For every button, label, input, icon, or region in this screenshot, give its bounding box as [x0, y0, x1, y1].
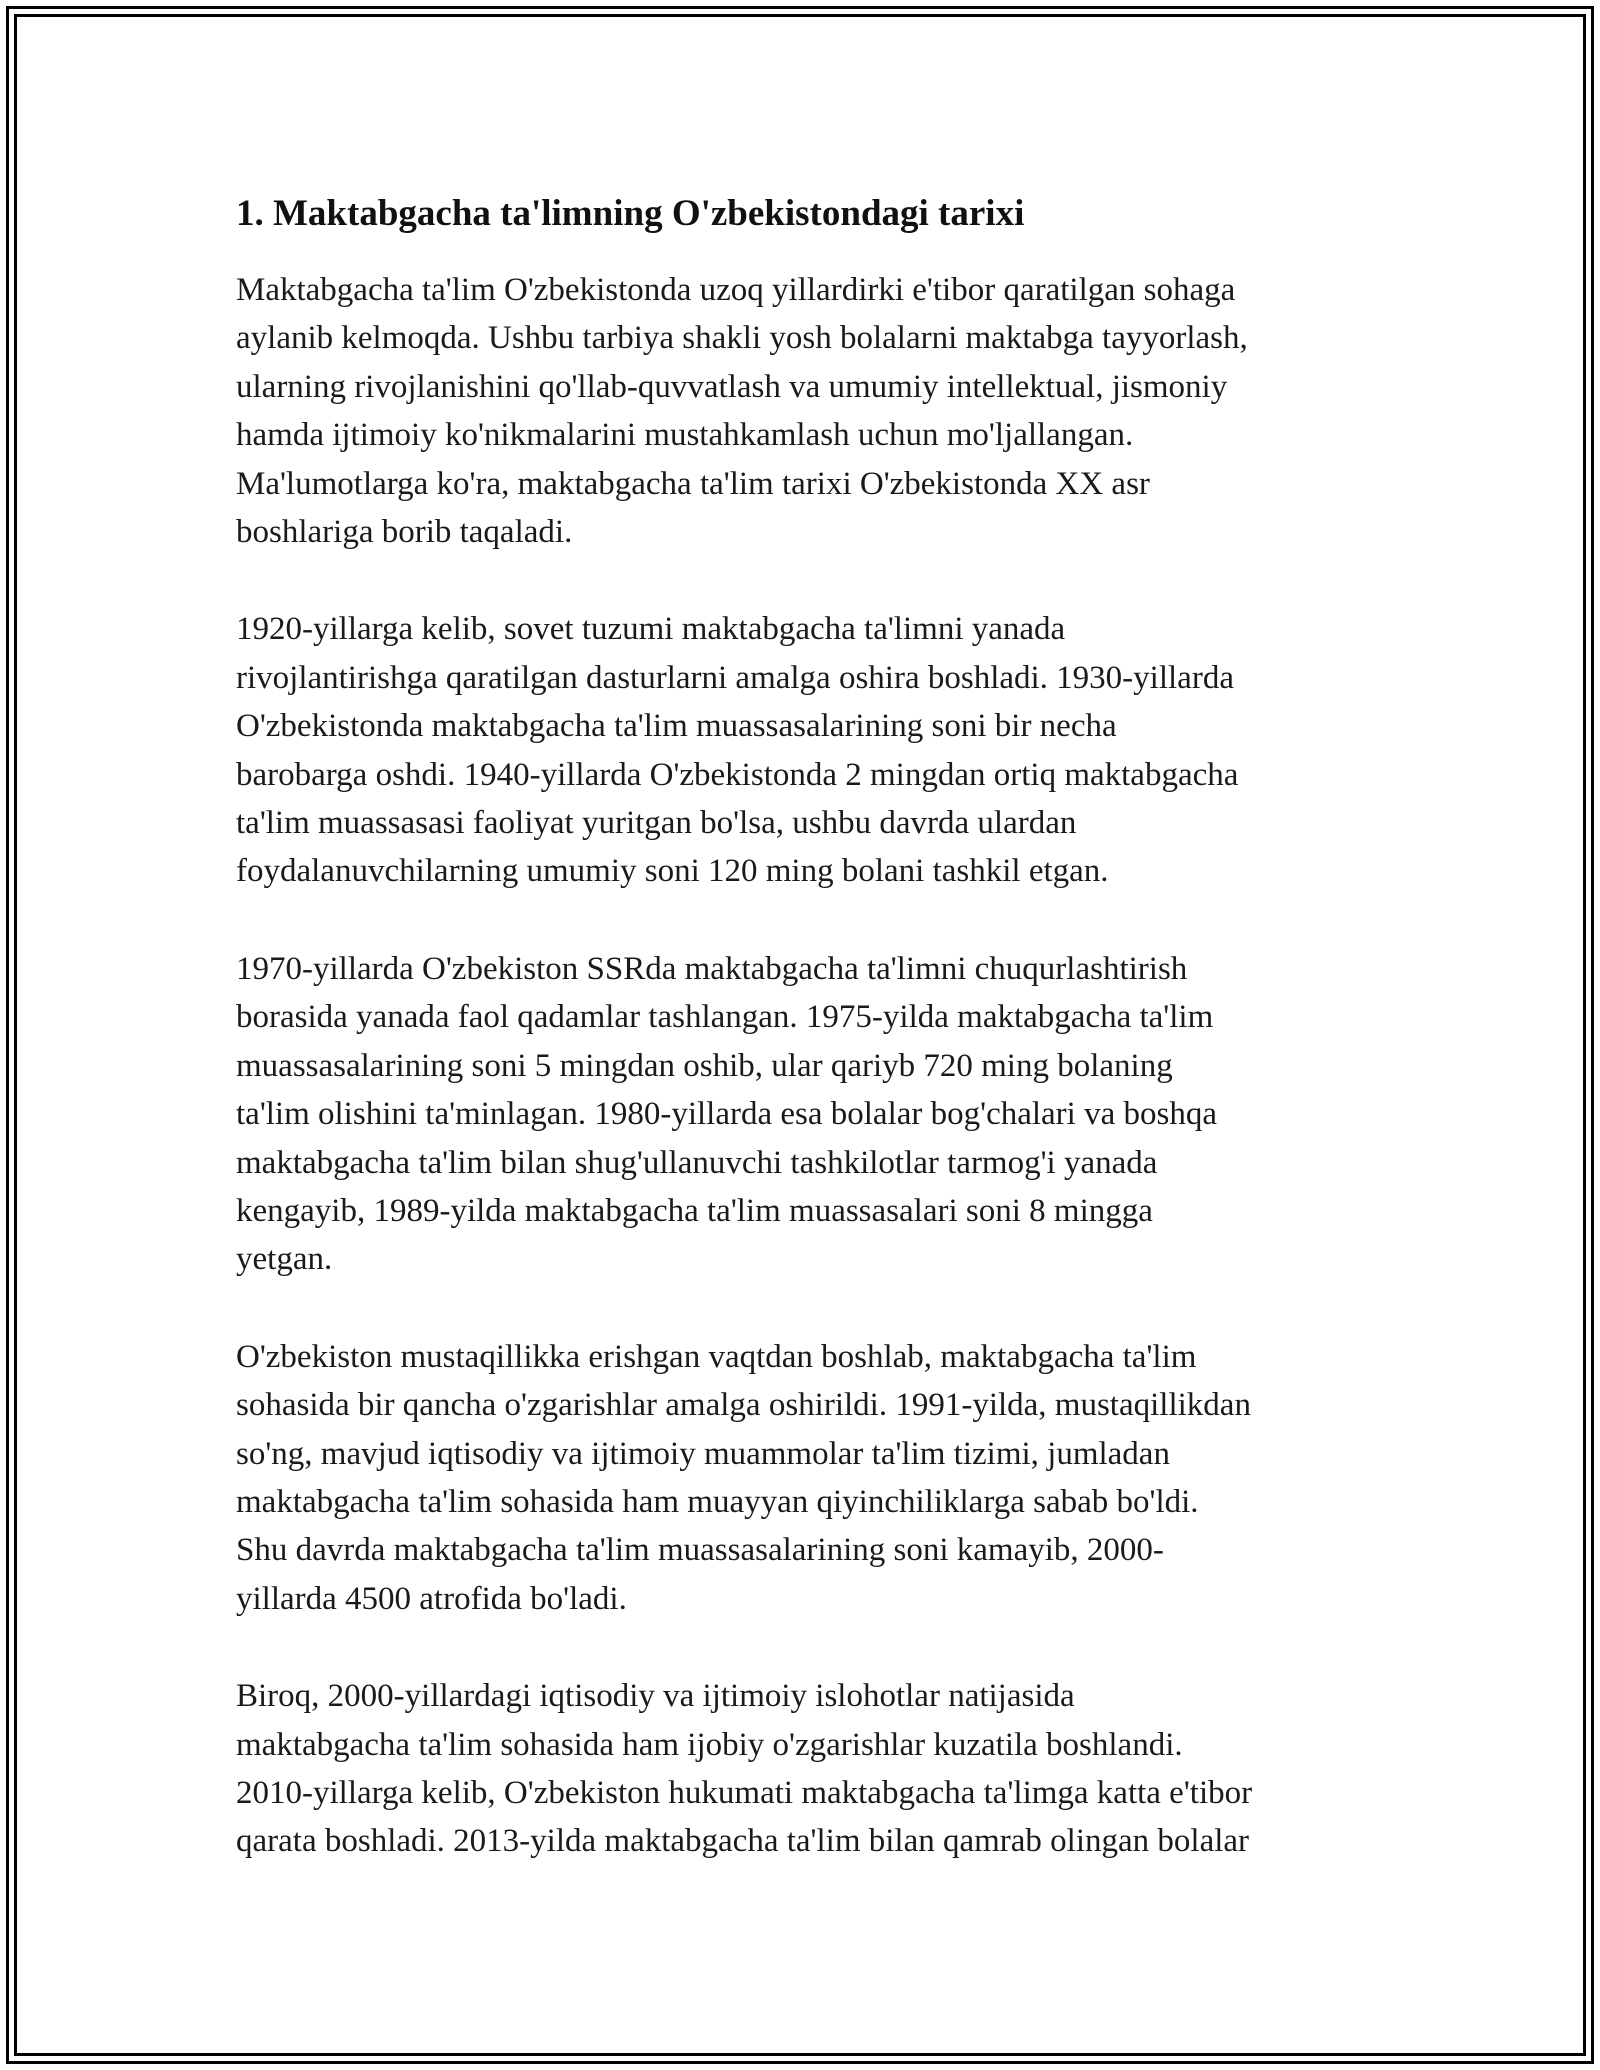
paragraph-4: O'zbekiston mustaqillikka erishgan vaqtdan boshlab, maktabgacha ta'lim sohasida bir qancha o'zgarishlar amalga oshirildi. 1991-yilda, mustaqillikdan so'ng, mavjud iqtisodiy va ijtimoiy muammolar ta'lim tizimi, jumladan maktabgacha ta'lim sohasida ham muayyan qiyinchiliklarga sabab bo'ldi. Shu davrda maktabgacha ta'lim muassasalarining soni kamayib, 2000- yillarda 4500 atrofida bo'ladi. — [236, 1338, 1251, 1617]
paragraph-2: 1920-yillarga kelib, sovet tuzumi maktabgacha ta'limni yanada rivojlantirishga qaratilgan dasturlarni amalga oshira boshladi. 1930-yillarda O'zbekistonda maktabgacha ta'lim muassasalarining soni bir necha barobarga oshdi. 1940-yillarda O'zbekistonda 2 mingdan ortiq maktabgacha ta'lim muassasasi faoliyat yuritgan bo'lsa, ushbu davrda ulardan foydalanuvchilarning umumiy soni 120 ming bolani tashkil etgan. — [236, 611, 1239, 890]
paragraph-5: Biroq, 2000-yillardagi iqtisodiy va ijtimoiy islohotlar natijasida maktabgacha ta'lim sohasida ham ijobiy o'zgarishlar kuzatila boshlandi. 2010-yillarga kelib, O'zbekiston hukumati maktabgacha ta'limga katta e'tibor qarata boshladi. 2013-yilda maktabgacha ta'lim bilan qamrab olingan bolalar — [236, 1678, 1253, 1860]
paragraph-3: 1970-yillarda O'zbekiston SSRda maktabgacha ta'limni chuqurlashtirish borasida yanada faol qadamlar tashlangan. 1975-yilda maktabgacha ta'lim muassasalarining soni 5 mingdan oshib, ular qariyb 720 ming bolaning ta'lim olishini ta'minlagan. 1980-yillarda esa bolalar bog'chalari va boshqa maktabgacha ta'lim bilan shug'ullanuvchi tashkilotlar tarmog'i yanada kengayib, 1989-yilda maktabgacha ta'lim muassasalari soni 8 mingga yetgan. — [236, 950, 1217, 1278]
document-body — [236, 186, 1386, 1915]
page-title: 1. Maktabgacha ta'limning O'zbekistondagi tarixi — [236, 193, 1025, 234]
paragraph-1: Maktabgacha ta'lim O'zbekistonda uzoq yillardirki e'tibor qaratilgan sohaga aylanib kelmoqda. Ushbu tarbiya shakli yosh bolalarni maktabga tayyorlash, ularning rivojlanishini qo'llab-quvvatlash va umumiy intellektual, jismoniy hamda ijtimoiy ko'nikmalarini mustahkamlash uchun mo'ljallangan. Ma'lumotlarga ko'ra, maktabgacha ta'lim tarixi O'zbekistonda XX asr boshlariga borib taqaladi. — [236, 272, 1248, 551]
